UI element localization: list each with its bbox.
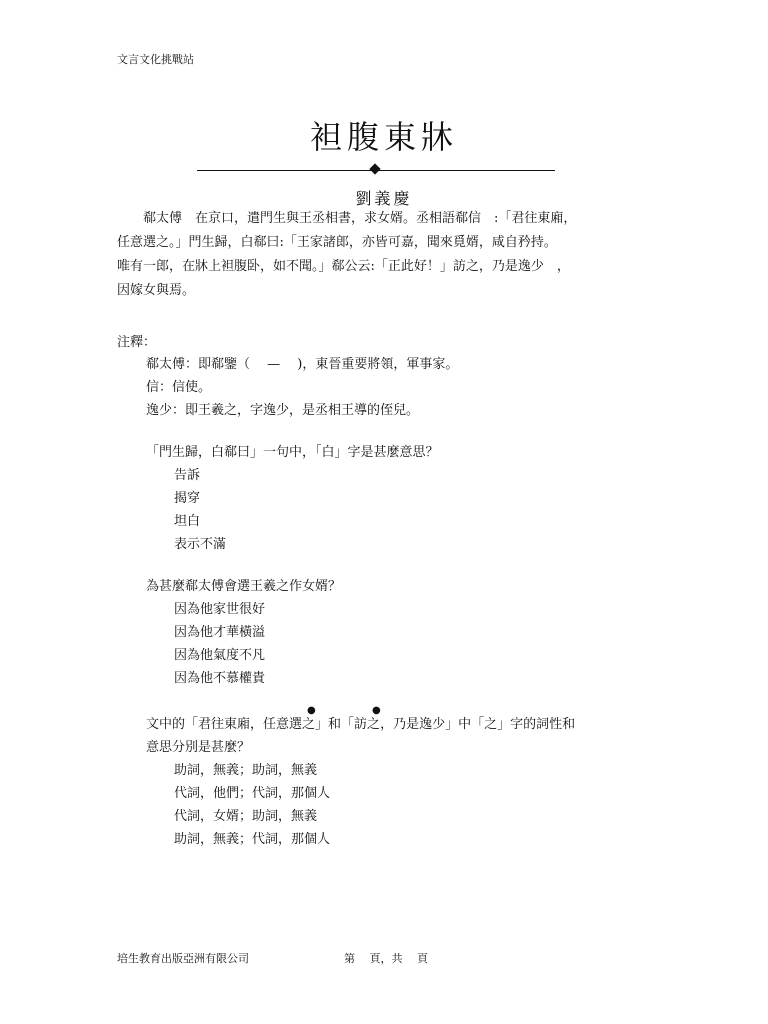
question-text-part: 文中的「君往東廂，任意選	[146, 717, 303, 732]
emphasized-char: ● 之	[302, 705, 316, 732]
option[interactable]: 坦白	[174, 514, 201, 529]
option[interactable]: 揭穿	[174, 491, 201, 506]
site-header: 文言文化挑戰站	[117, 53, 194, 66]
footer-publisher: 培生教育出版亞洲有限公司	[117, 952, 249, 965]
option[interactable]: 因為他才華橫溢	[174, 625, 266, 640]
passage-line: 因嫁女與焉。	[117, 283, 196, 298]
footer-page-number: 第 頁，共 頁	[344, 952, 428, 965]
option[interactable]: 助詞，無義；代詞，那個人	[174, 832, 331, 847]
emphasis-dot-icon: ●	[372, 705, 381, 716]
passage-line: 唯有一郎，在牀上袒腹卧，如不聞。」郗公云:「正此好！」訪之，乃是逸少 ，	[117, 259, 570, 274]
question-text-line2: 意思分別是甚麼？	[146, 740, 251, 755]
question-text: 「門生歸，白郗曰」一句中，「白」字是甚麼意思？	[146, 445, 439, 460]
question-text: 為甚麼郗太傅會選王羲之作女婿？	[146, 579, 342, 594]
note-item: 逸少：即王羲之，字逸少，是丞相王導的侄兒。	[146, 403, 420, 418]
author: 劉義慶	[355, 189, 413, 208]
option[interactable]: 助詞，無義；助詞，無義	[174, 763, 318, 778]
notes-heading: 注釋：	[117, 335, 157, 350]
passage-line: 任意選之。」門生歸，白郗曰:「王家諸郎，亦皆可嘉，聞來覓婿，咸自矜持。	[117, 235, 557, 250]
option[interactable]: 因為他家世很好	[174, 602, 266, 617]
option[interactable]: 表示不滿	[174, 537, 227, 552]
passage-line: 郗太傅 在京口，遣門生與王丞相書，求女婿。丞相語郗信 :「君往東廂，	[143, 211, 577, 226]
question-text-part: 」和「訪	[315, 717, 368, 732]
option[interactable]: 告訴	[174, 468, 201, 483]
question-text	[146, 705, 576, 732]
option[interactable]: 因為他不慕權貴	[174, 671, 266, 686]
option[interactable]: 因為他氣度不凡	[174, 648, 266, 663]
note-item: 郗太傅：即郗鑒（ — )，東晉重要將領，軍事家。	[146, 357, 459, 372]
diamond-ornament-icon	[369, 163, 380, 174]
note-item: 信：信使。	[146, 380, 212, 395]
emphasized-char: ● 之	[367, 705, 381, 732]
option[interactable]: 代詞，他們；代詞，那個人	[174, 786, 331, 801]
question-text-part: ，乃是逸少」中「之」字的詞性和	[380, 717, 576, 732]
option[interactable]: 代詞，女婿；助詞，無義	[174, 809, 318, 824]
emphasis-dot-icon: ●	[307, 705, 316, 716]
page-title: 袒腹東牀	[309, 118, 458, 156]
